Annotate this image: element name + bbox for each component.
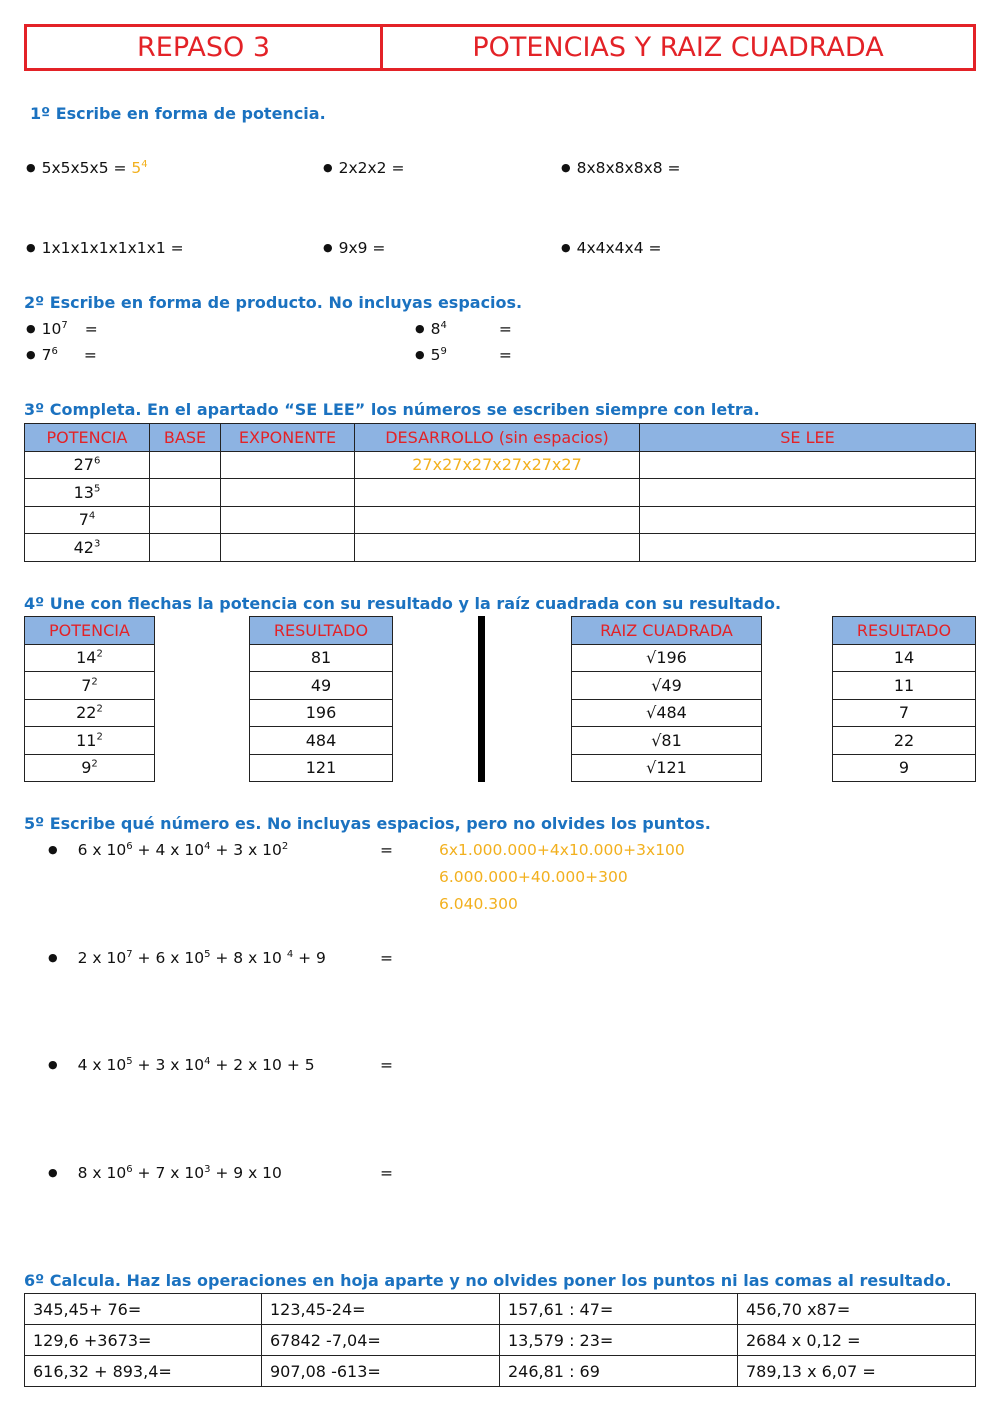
se-lee-cell[interactable]: [640, 451, 976, 479]
q1-answer: 5: [131, 159, 142, 178]
potencia-cell: $27^6$: [25, 451, 150, 479]
raiz-cell[interactable]: √196: [572, 644, 762, 672]
table-row: [25, 479, 976, 507]
q1-item: ● 1x1x1x1x1x1x1 =: [26, 239, 184, 257]
q4-resultado-table: [249, 616, 393, 782]
q4-header: RAIZ CUADRADA: [572, 617, 762, 645]
resultado-cell[interactable]: 14: [833, 644, 976, 672]
resultado-cell[interactable]: 7: [833, 699, 976, 727]
resultado-cell[interactable]: 81: [250, 644, 393, 672]
q4-resultado2-table: [832, 616, 976, 782]
exponente-cell[interactable]: [221, 451, 355, 479]
operation-cell: 13,579 : 23=: [500, 1325, 738, 1356]
potencia-cell[interactable]: $14^2$: [25, 644, 155, 672]
q5-equals: =: [380, 949, 393, 967]
base-cell[interactable]: [150, 506, 221, 534]
operation-cell: 2684 x 0,12 =: [738, 1325, 976, 1356]
q3-header: SE LEE: [640, 424, 976, 452]
q5-equals: =: [380, 841, 393, 859]
potencia-cell[interactable]: $11^2$: [25, 727, 155, 755]
q5-answer-line: 6x1.000.000+4x10.000+3x100: [439, 841, 685, 859]
q6-title: 6º Calcula. Haz las operaciones en hoja aparte y no olvides poner los puntos ni las comas al resultado.: [24, 1271, 952, 1290]
q2-title: 2º Escribe en forma de producto. No incluyas espacios.: [24, 293, 523, 312]
title-left: REPASO 3: [27, 27, 383, 68]
base-cell[interactable]: [150, 451, 221, 479]
raiz-cell[interactable]: √81: [572, 727, 762, 755]
raiz-cell[interactable]: √484: [572, 699, 762, 727]
q5-expression: ● 4 x $10^5 + 3$ x $10^4 + 2$ x 10 + 5: [48, 1056, 315, 1075]
se-lee-cell[interactable]: [640, 479, 976, 507]
q3-title: 3º Completa. En el apartado “SE LEE” los números se escriben siempre con letra.: [24, 400, 760, 419]
q1-item: ● 4x4x4x4 =: [561, 239, 662, 257]
exponente-cell[interactable]: [221, 479, 355, 507]
q3-header: BASE: [150, 424, 221, 452]
q5-equals: =: [380, 1164, 393, 1182]
se-lee-cell[interactable]: [640, 506, 976, 534]
q4-header: RESULTADO: [833, 617, 976, 645]
desarrollo-cell[interactable]: [355, 534, 640, 562]
q5-expression: ● 8 x $10^6 + 7$ x $10^3 + 9$ x 10: [48, 1164, 282, 1183]
q5-title: 5º Escribe qué número es. No incluyas espacios, pero no olvides los puntos.: [24, 814, 711, 833]
potencia-cell[interactable]: $7^2$: [25, 672, 155, 700]
q2-item: ● $7^6$ =: [26, 346, 97, 365]
table-row: [25, 1294, 976, 1325]
potencia-cell: $7^4$: [25, 506, 150, 534]
q4-title: 4º Une con flechas la potencia con su resultado y la raíz cuadrada con su resultado.: [24, 594, 782, 613]
q3-header: POTENCIA: [25, 424, 150, 452]
q4-header: POTENCIA: [25, 617, 155, 645]
q2-item: ● $5^9$ =: [415, 346, 512, 365]
q1-item: ● $5x5x5x5 = 5^4$: [26, 159, 148, 178]
exponente-cell[interactable]: [221, 534, 355, 562]
q1-item: ● 2x2x2 =: [323, 159, 405, 177]
table-row: [25, 1325, 976, 1356]
se-lee-cell[interactable]: [640, 534, 976, 562]
q6-table: [24, 1293, 976, 1387]
q5-expression: ● 2 x $10^7 + 6$ x $10^5 + 8$ x 10 $^4$ + 9: [48, 949, 326, 968]
raiz-cell[interactable]: √49: [572, 672, 762, 700]
potencia-cell[interactable]: $9^2$: [25, 754, 155, 782]
operation-cell: 616,32 + 893,4=: [25, 1356, 262, 1387]
q1-title: 1º Escribe en forma de potencia.: [30, 104, 326, 123]
q1-item: ● 9x9 =: [323, 239, 386, 257]
divider-bar: [478, 616, 485, 782]
operation-cell: 345,45+ 76=: [25, 1294, 262, 1325]
q4-header: RESULTADO: [250, 617, 393, 645]
resultado-cell[interactable]: 196: [250, 699, 393, 727]
q4-potencia-table: [24, 616, 155, 782]
resultado-cell[interactable]: 49: [250, 672, 393, 700]
q3-header: EXPONENTE: [221, 424, 355, 452]
potencia-cell[interactable]: $22^2$: [25, 699, 155, 727]
resultado-cell[interactable]: 11: [833, 672, 976, 700]
q2-item: ● $8^4$ =: [415, 320, 512, 339]
q3-header: DESARROLLO (sin espacios): [355, 424, 640, 452]
desarrollo-cell[interactable]: [355, 479, 640, 507]
title-right: POTENCIAS Y RAIZ CUADRADA: [472, 32, 884, 63]
q1-item: ● 8x8x8x8x8 =: [561, 159, 681, 177]
potencia-cell: $13^5$: [25, 479, 150, 507]
operation-cell: 907,08 -613=: [262, 1356, 500, 1387]
operation-cell: 157,61 : 47=: [500, 1294, 738, 1325]
operation-cell: 67842 -7,04=: [262, 1325, 500, 1356]
table-row: [25, 534, 976, 562]
table-row: [25, 1356, 976, 1387]
q5-equals: =: [380, 1056, 393, 1074]
operation-cell: 129,6 +3673=: [25, 1325, 262, 1356]
q5-answer-line: 6.000.000+40.000+300: [439, 868, 628, 886]
base-cell[interactable]: [150, 479, 221, 507]
title-box: [24, 24, 976, 71]
exponente-cell[interactable]: [221, 506, 355, 534]
table-row: [25, 451, 976, 479]
base-cell[interactable]: [150, 534, 221, 562]
q2-item: ● $10^7$ =: [26, 320, 98, 339]
q5-answer-line: 6.040.300: [439, 895, 518, 913]
resultado-cell[interactable]: 9: [833, 754, 976, 782]
desarrollo-cell[interactable]: [355, 506, 640, 534]
resultado-cell[interactable]: 121: [250, 754, 393, 782]
q5-expression: ● 6 x $10^6 + 4$ x $10^4 + 3$ x $10^2$: [48, 841, 289, 860]
potencia-cell: $42^3$: [25, 534, 150, 562]
q3-table: [24, 423, 976, 562]
operation-cell: 246,81 : 69: [500, 1356, 738, 1387]
q4-raiz-table: [571, 616, 762, 782]
table-row: [25, 506, 976, 534]
resultado-cell[interactable]: 484: [250, 727, 393, 755]
desarrollo-cell[interactable]: 27x27x27x27x27x27: [355, 451, 640, 479]
raiz-cell[interactable]: √121: [572, 754, 762, 782]
operation-cell: 789,13 x 6,07 =: [738, 1356, 976, 1387]
resultado-cell[interactable]: 22: [833, 727, 976, 755]
operation-cell: 456,70 x87=: [738, 1294, 976, 1325]
operation-cell: 123,45-24=: [262, 1294, 500, 1325]
